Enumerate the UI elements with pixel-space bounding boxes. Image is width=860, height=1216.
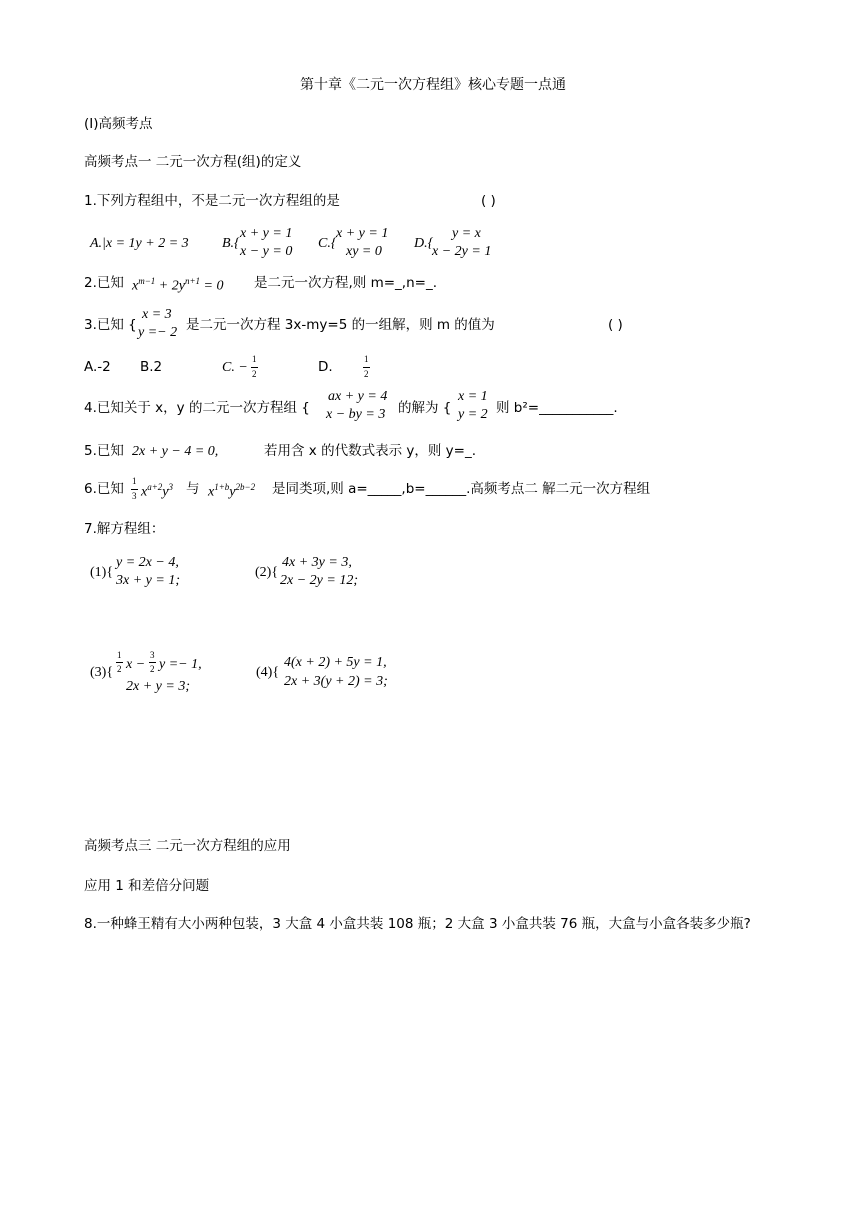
q7-part2-label: (2){ (255, 565, 279, 580)
q1-option-c-line1: x + y = 1 (336, 226, 389, 241)
q4-solution-line2: y = 2 (458, 407, 488, 422)
q6-term1-x: x (141, 484, 148, 500)
q7-part2-line2: 2x − 2y = 12; (280, 573, 358, 588)
q7-part4-line1: 4(x + 2) + 5y = 1, (284, 655, 387, 670)
q3-option-d-fraction-bar (363, 367, 370, 368)
q7-part1-line2: 3x + y = 1; (116, 573, 180, 588)
section-heading: (Ⅰ)高频考点 (84, 116, 153, 132)
q6-mid: 与 (186, 481, 200, 497)
page-title: 第十章《二元一次方程组》核心专题一点通 (300, 77, 566, 93)
q6-term2-y: y (229, 484, 236, 500)
q6-term2-y-exp: 2b−2 (235, 482, 256, 492)
q1-option-b-line2: x − y = 0 (240, 244, 293, 259)
q7-part2-line1: 4x + 3y = 3, (282, 555, 352, 570)
q7-part4-line2: 2x + 3(y + 2) = 3; (284, 674, 388, 689)
q7-part3-term-b: y =− 1, (159, 657, 202, 672)
q2-exponent-1: m−1 (138, 276, 156, 286)
q6-coef-fraction-bar (131, 489, 138, 490)
q4-mid: 的解为 { (398, 400, 452, 416)
q4-solution-line1: x = 1 (458, 389, 488, 404)
q1-option-d-line1: y = x (452, 226, 481, 241)
q6-coef-num: 1 (132, 476, 137, 486)
q4-system-line2: x − by = 3 (326, 407, 386, 422)
q1-option-c-line2: xy = 0 (346, 244, 382, 259)
q2-prefix: 2.已知 (84, 275, 124, 291)
q6-term1-y-exp: 3 (168, 482, 174, 492)
q7-part3-frac2-den: 2 (150, 664, 155, 674)
q6-term1-y: y (162, 484, 169, 500)
q6-coef-den: 3 (132, 491, 137, 501)
topic-heading-3: 高频考点三 二元一次方程组的应用 (84, 838, 291, 854)
q7-part3-frac1-num: 1 (117, 650, 122, 660)
q3-line2: y =− 2 (138, 325, 178, 340)
q5-equation: 2x + y − 4 = 0, (132, 444, 219, 459)
q1-option-b-line1: x + y = 1 (240, 226, 293, 241)
q6-term1-x-exp: a+2 (147, 482, 163, 492)
q3-option-a: A.-2 (84, 359, 111, 375)
q6-term2-x-exp: 1+b (214, 482, 230, 492)
q7-part1-line1: y = 2x − 4, (116, 555, 179, 570)
q7-part1-label: (1){ (90, 565, 114, 580)
q6-term2-x: x (208, 484, 215, 500)
q1-option-b-label: B.{ (222, 236, 240, 251)
q4-prefix: 4.已知关于 x，y 的二元一次方程组 { (84, 400, 310, 416)
q2-suffix: 是二元一次方程,则 m=_,n=_. (254, 275, 437, 291)
q1-option-d-label: D.{ (414, 236, 434, 251)
q3-option-c-num: 1 (252, 354, 257, 364)
application-heading-1: 应用 1 和差倍分问题 (84, 878, 210, 894)
q4-suffix: 则 b²=___________. (496, 400, 618, 416)
q3-option-d: D. (318, 359, 333, 375)
q6-prefix: 6.已知 (84, 481, 124, 497)
q7-part3-frac1-den: 2 (117, 664, 122, 674)
q3-prefix: 3.已知 { (84, 317, 137, 333)
q7-part4-label: (4){ (256, 665, 280, 680)
q7-part3-frac1-bar (116, 662, 123, 663)
q2-exponent-2: n+1 (184, 276, 201, 286)
q5-suffix: 若用含 x 的代数式表示 y，则 y=_. (264, 443, 476, 459)
q8-stem: 8.一种蜂王精有大小两种包装，3 大盒 4 小盒共装 108 瓶；2 大盒 3 小盒共装 76 瓶，大盒与小盒各装多少瓶? (84, 916, 751, 932)
q3-suffix: 是二元一次方程 3x-my=5 的一组解，则 m 的值为 (186, 317, 495, 333)
q3-option-c-den: 2 (252, 369, 257, 379)
q6-suffix: 是同类项,则 a=_____,b=______.高频考点二 解二元一次方程组 (272, 481, 651, 497)
q7-part3-term-a: x − (126, 657, 146, 672)
q3-option-d-num: 1 (364, 354, 369, 364)
q7-part3-frac2-num: 3 (150, 650, 155, 660)
q1-stem: 1.下列方程组中，不是二元一次方程组的是 (84, 193, 340, 209)
q3-answer-paren: ( ) (608, 317, 623, 333)
q4-system-line1: ax + y = 4 (328, 389, 388, 404)
q3-option-b: B.2 (140, 359, 163, 375)
q2-term-2: + 2y (155, 278, 185, 294)
q3-option-c-fraction-bar (251, 367, 258, 368)
q5-prefix: 5.已知 (84, 443, 124, 459)
q1-option-d-line2: x − 2y = 1 (432, 244, 492, 259)
q1-answer-paren: ( ) (481, 193, 496, 209)
q3-line1: x = 3 (142, 307, 172, 322)
q7-stem: 7.解方程组： (84, 521, 165, 537)
q3-option-d-den: 2 (364, 369, 369, 379)
q1-option-a: A.|x = 1y + 2 = 3 (90, 236, 189, 251)
topic-heading-1: 高频考点一 二元一次方程(组)的定义 (84, 154, 302, 170)
q1-option-c-label: C.{ (318, 236, 337, 251)
q7-part3-line2: 2x + y = 3; (126, 679, 190, 694)
q7-part3-label: (3){ (90, 665, 114, 680)
q2-var-x: x (132, 278, 139, 294)
q2-equals-zero: = 0 (200, 278, 224, 294)
q3-option-c: C. − (222, 360, 248, 375)
q7-part3-frac2-bar (149, 662, 156, 663)
